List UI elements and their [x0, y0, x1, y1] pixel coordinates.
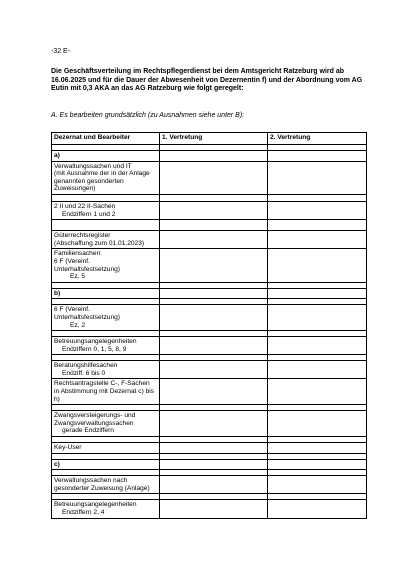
entry-line: 2 II und 22 II-Sachen [54, 202, 116, 210]
entry-line: Betreuungsangelegenheiten [54, 501, 137, 509]
second-deputy-cell [268, 201, 367, 219]
second-deputy-cell [268, 361, 367, 379]
spacer-row [52, 194, 367, 201]
spacer-row [52, 220, 367, 231]
first-deputy-cell [160, 305, 268, 331]
second-deputy-cell [268, 161, 367, 194]
dezernat-cell [52, 249, 160, 282]
entry-line: Verwaltungssachen nach [54, 477, 128, 485]
table-row [52, 161, 367, 194]
entry-line: gerade Endziffern [62, 427, 114, 435]
second-deputy-cell [268, 151, 367, 162]
entry-line: in Abstimmung mit Dezernat c) bis h) [54, 388, 155, 403]
first-deputy-cell [160, 231, 268, 249]
table-row [52, 443, 367, 454]
section-row [52, 459, 367, 470]
second-deputy-cell [268, 288, 367, 299]
second-deputy-cell [268, 231, 367, 249]
first-deputy-cell [160, 443, 268, 454]
dezernat-cell [52, 476, 160, 494]
first-deputy-cell [160, 201, 268, 219]
dezernat-cell [52, 443, 160, 454]
entry-line: Beratungshilfesachen [54, 362, 118, 370]
table-header-row [52, 133, 367, 145]
first-deputy-cell [160, 161, 268, 194]
entry-line: gesonderter Zuweisung (Anlage) [54, 484, 150, 492]
header-first-deputy: 1. Vertretung [160, 133, 268, 145]
table-row [52, 231, 367, 249]
first-deputy-cell [160, 411, 268, 437]
first-deputy-cell [160, 379, 268, 405]
first-deputy-cell [160, 459, 268, 470]
first-deputy-cell [160, 220, 268, 231]
second-deputy-cell [268, 500, 367, 518]
entry-line: genannten gesonderten Zuweisungen) [54, 177, 124, 193]
entry-line: Ez. 5 [70, 273, 86, 281]
entry-line: Rechtsantragstelle C-, F-Sachen [54, 380, 150, 388]
table-row [52, 476, 367, 494]
dezernat-cell [52, 288, 160, 299]
first-deputy-cell [160, 361, 268, 379]
section-label: a) [54, 152, 60, 159]
entry-line: Zwangsversteigerungs- und [54, 412, 136, 420]
entry-line: Endziffern 0, 1, 5, 8, 9 [62, 345, 127, 353]
first-deputy-cell [160, 288, 268, 299]
entry-line: Betreuungsangelegenheiten [54, 338, 137, 346]
second-deputy-cell [268, 459, 367, 470]
second-deputy-cell [268, 194, 367, 201]
entry-line: (mit Ausnahme der in der Anlage [54, 170, 150, 178]
page-number: -32 E- [51, 48, 71, 55]
second-deputy-cell [268, 476, 367, 494]
second-deputy-cell [268, 411, 367, 437]
entry-line: 6 F (Vereinf. Unterhaltsfestsetzung) [54, 257, 120, 273]
dezernat-cell [52, 305, 160, 331]
section-intro: A. Es bearbeiten grundsätzlich (zu Ausnahmen siehe unter B): [51, 112, 245, 119]
dezernat-cell [52, 201, 160, 219]
entry-line: Endziff. 6 bis 0 [62, 369, 106, 377]
entry-line: Ez. 2 [70, 321, 86, 329]
table-body [52, 145, 367, 519]
dezernat-cell [52, 220, 160, 231]
second-deputy-cell [268, 249, 367, 282]
table-row [52, 305, 367, 331]
dezernat-cell [52, 337, 160, 355]
entry-line: Güterrechtsregister [54, 232, 111, 240]
section-label: b) [54, 289, 61, 297]
first-deputy-cell [160, 337, 268, 355]
header-dezernat: Dezernat und Bearbeiter [52, 133, 160, 145]
table-row [52, 249, 367, 282]
dezernat-cell [52, 500, 160, 518]
dezernat-cell [52, 161, 160, 194]
dezernat-cell [52, 361, 160, 379]
section-label: c) [54, 460, 60, 468]
section-row [52, 151, 367, 162]
document-heading: Die Geschäftsverteilung im Rechtspflegerdienst bei dem Amtsgericht Ratzeburg wird ab 16.06.2025 und für die Dauer der Abwesenheit von Dezernentin f) und der Abordnung vom AG Eutin mit 0,3 AKA an das AG Ratzeburg wie folgt geregelt: [51, 68, 363, 93]
table-row [52, 361, 367, 379]
table-row [52, 500, 367, 518]
entry-line: 6 F (Vereinf. Unterhaltsfestsetzung) [54, 306, 120, 321]
entry-line: Endziffern 1 und 2 [62, 210, 116, 218]
first-deputy-cell [160, 194, 268, 201]
first-deputy-cell [160, 500, 268, 518]
header-second-deputy: 2. Vertretung [268, 133, 367, 145]
entry-line: Zwangsverwaltungssachen [54, 419, 134, 427]
entry-line: Key-User [54, 444, 82, 452]
entry-line: Familiensachen: [54, 250, 103, 258]
dezernat-cell [52, 459, 160, 470]
dezernat-cell [52, 194, 160, 201]
entry-line: Verwaltungssachen und IT [54, 162, 132, 170]
first-deputy-cell [160, 249, 268, 282]
table-row [52, 411, 367, 437]
second-deputy-cell [268, 220, 367, 231]
table-row [52, 379, 367, 405]
first-deputy-cell [160, 151, 268, 162]
dezernat-cell [52, 231, 160, 249]
first-deputy-cell [160, 476, 268, 494]
assignment-table [51, 132, 367, 519]
second-deputy-cell [268, 305, 367, 331]
table-row [52, 337, 367, 355]
entry-line: (Abschaffung zum 01.01.2023) [54, 239, 145, 247]
dezernat-cell [52, 411, 160, 437]
second-deputy-cell [268, 379, 367, 405]
dezernat-cell [52, 379, 160, 405]
entry-line: Endziffern 2, 4 [62, 509, 105, 516]
dezernat-cell [52, 151, 160, 162]
section-row [52, 288, 367, 299]
table-row [52, 201, 367, 219]
second-deputy-cell [268, 443, 367, 454]
second-deputy-cell [268, 337, 367, 355]
